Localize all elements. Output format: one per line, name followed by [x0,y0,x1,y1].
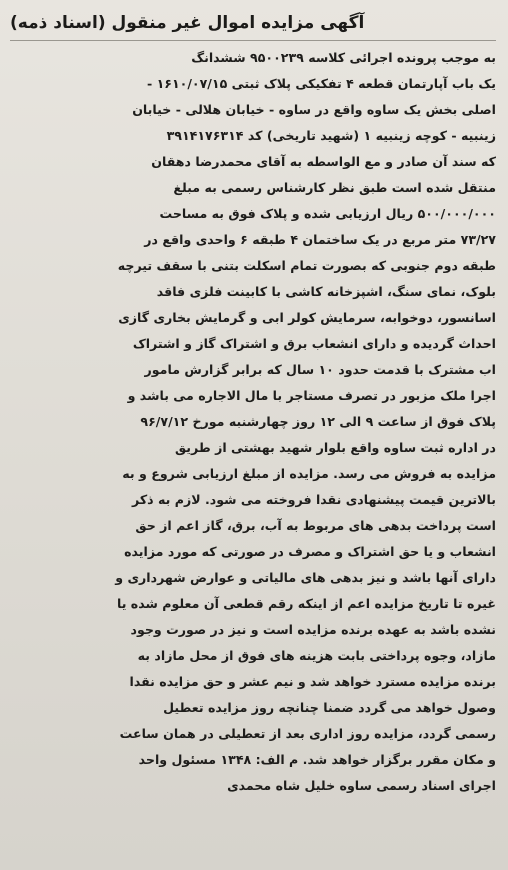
notice-line-6: منتقل شده است طبق نظر کارشناس رسمی به مبلغ [173,180,496,195]
notice-line-3: اصلی بخش یک ساوه واقع در ساوه - خیابان هلالی - خیابان [132,102,496,117]
notice-line-8: ۷۳/۲۷ متر مربع در یک ساختمان ۴ طبقه ۶ واحدی واقع در [144,232,496,247]
notice-line-18: بالاترین قیمت پیشنهادی نقدا فروخته می شود. لازم به ذکر [131,492,496,507]
title-row [10,6,496,41]
notice-line-25: برنده مزایده مسترد خواهد شد و نیم عشر و حق مزایده نقدا [129,674,496,689]
notice-line-2: یک باب آپارتمان قطعه ۴ تفکیکی پلاک ثبتی ۱۶۱۰/۰۷/۱۵ - [146,76,496,91]
notice-line-19: است پرداخت بدهی های مربوط به آب، برق، گاز اعم از حق [135,518,496,533]
notice-line-23: نشده باشد به عهده برنده مزایده است و نیز در صورت وجود [130,622,496,637]
notice-line-24: مازاد، وجوه پرداختی بابت هزینه های فوق از محل مازاد به [137,648,496,663]
notice-line-20: انشعاب و یا حق اشتراک و مصرف در صورتی که مورد مزایده [124,544,496,559]
notice-line-16: در اداره ثبت ساوه واقع بلوار شهید بهشتی از طریق [174,440,496,455]
notice-line-13: اب مشترک با قدمت حدود ۱۰ سال که برابر گزارش مامور [144,362,496,377]
notice-line-28: و مکان مقرر برگزار خواهد شد. م الف: ۱۳۴۸ مسئول واحد [138,752,496,767]
notice-title: آگهی مزایده اموال غیر منقول (اسناد ذمه) [10,13,365,33]
notice-line-17: مزایده به فروش می رسد. مزایده از مبلغ ارزیابی شروع و به [122,466,496,481]
notice-line-7: ۵۰۰/۰۰۰/۰۰۰ ریال ارزیابی شده و پلاک فوق به مساحت [159,206,496,221]
notice-body [10,45,496,799]
notice-line-12: احداث گردیده و دارای انشعاب برق و اشتراک گاز و اشتراک [132,336,496,351]
notice-line-22: غیره تا تاریخ مزایده اعم از اینکه رقم قطعی آن معلوم شده یا [116,596,496,611]
notice-line-15: پلاک فوق از ساعت ۹ الی ۱۲ روز چهارشنبه مورخ ۹۶/۷/۱۲ [140,414,496,429]
notice-line-27: رسمی گردد، مزایده روز اداری بعد از تعطیلی در همان ساعت [119,726,496,741]
notice-line-26: وصول خواهد می گردد ضمنا چنانچه روز مزایده تعطیل [163,700,496,715]
notice-line-9: طبقه دوم جنوبی که بصورت تمام اسکلت بتنی با سقف تیرچه [117,258,496,273]
notice-line-1: به موجب پرونده اجرائی کلاسه ۹۵۰۰۲۳۹ ششدانگ [191,50,496,65]
notice-line-21: دارای آنها باشد و نیز بدهی های مالیاتی و عوارض شهرداری و [115,570,496,585]
notice-line-14: اجرا ملک مزبور در تصرف مستاجر با مال الاجاره می باشد و [127,388,496,403]
notice-line-11: اسانسور، دوخوابه، سرمایش کولر ابی و گرمایش بخاری گازی [118,310,496,325]
notice-line-4: زینبیه - کوچه زینبیه ۱ (شهید تاریخی) کد ۳۹۱۴۱۷۶۳۱۴ [166,128,496,143]
notice-line-10: بلوک، نمای سنگ، اشپزخانه کاشی با کابینت فلزی فاقد [156,284,496,299]
notice-line-29: اجرای اسناد رسمی ساوه خلیل شاه محمدی [227,778,496,793]
notice-line-5: که سند آن صادر و مع الواسطه به آقای محمدرضا دهقان [151,154,496,169]
